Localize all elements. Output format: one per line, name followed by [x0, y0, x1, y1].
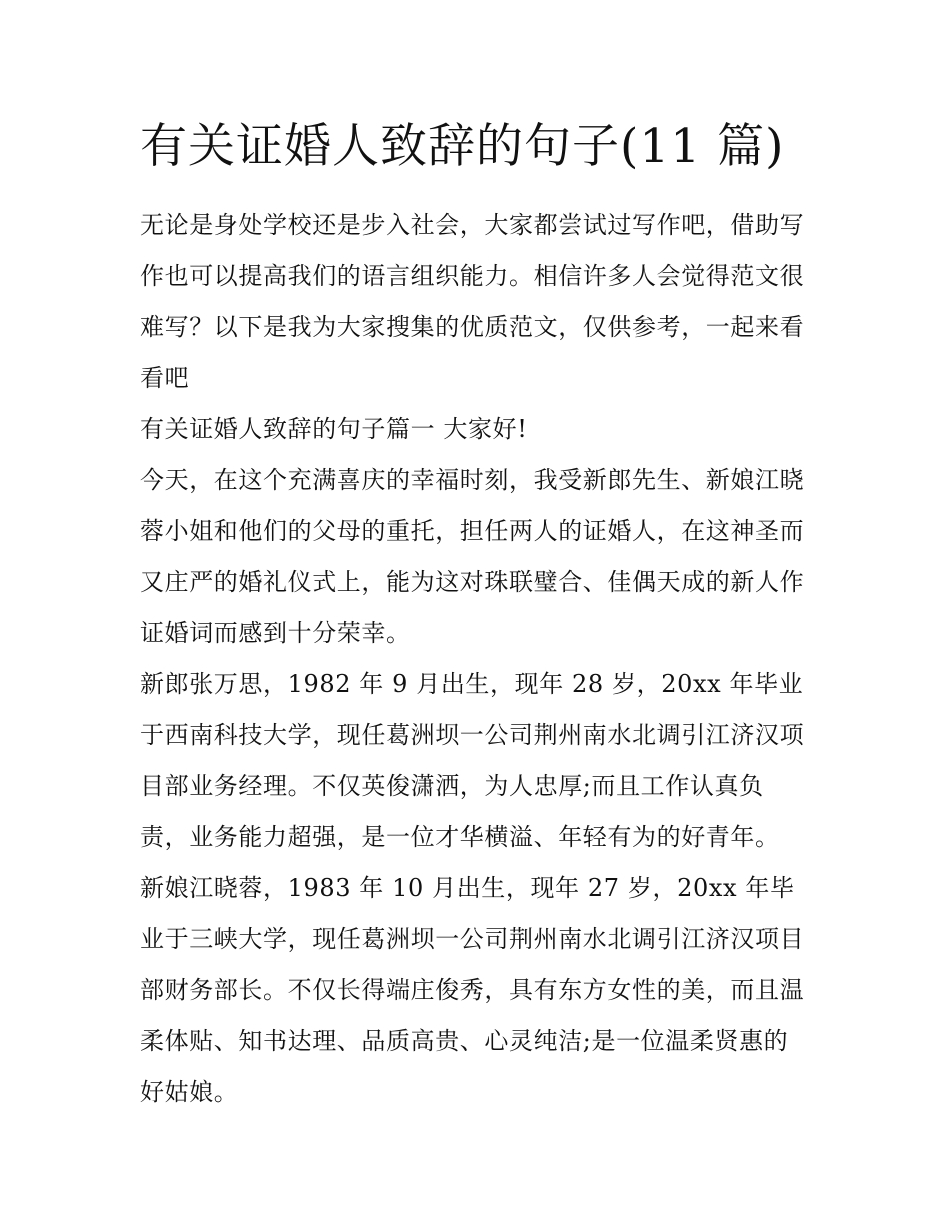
document-title: 有关证婚人致辞的句子(11 篇) [140, 119, 785, 174]
body-paragraph: 今天，在这个充满喜庆的幸福时刻，我受新郎先生、新娘江晓蓉小姐和他们的父母的重托，担任两人的证婚人，在这神圣而又庄严的婚礼仪式上，能为这对珠联璧合、佳偶天成的新人作证婚词而感到十分荣幸。 [140, 466, 805, 647]
intro-paragraph: 无论是身处学校还是步入社会，大家都尝试过写作吧，借助写作也可以提高我们的语言组织能力。相信许多人会觉得范文很难写？以下是我为大家搜集的优质范文，仅供参考，一起来看看吧 [140, 211, 805, 392]
groom-paragraph: 新郎张万思，1982 年 9 月出生，现年 28 岁，20xx 年毕业于西南科技大学，现任葛洲坝一公司荆州南水北调引江济汉项目部业务经理。不仅英俊潇洒，为人忠厚;而且工作认真负责，业务能力超强，是一位才华横溢、年轻有为的好青年。 [140, 670, 805, 851]
document-body [140, 112, 812, 1118]
section-heading-paragraph: 有关证婚人致辞的句子篇一 大家好! [140, 415, 528, 443]
bride-paragraph: 新娘江晓蓉，1983 年 10 月出生，现年 27 岁，20xx 年毕业于三峡大学，现任葛洲坝一公司荆州南水北调引江济汉项目部财务部长。不仅长得端庄俊秀，具有东方女性的美，而且温柔体贴、知书达理、品质高贵、心灵纯洁;是一位温柔贤惠的好姑娘。 [140, 874, 805, 1106]
